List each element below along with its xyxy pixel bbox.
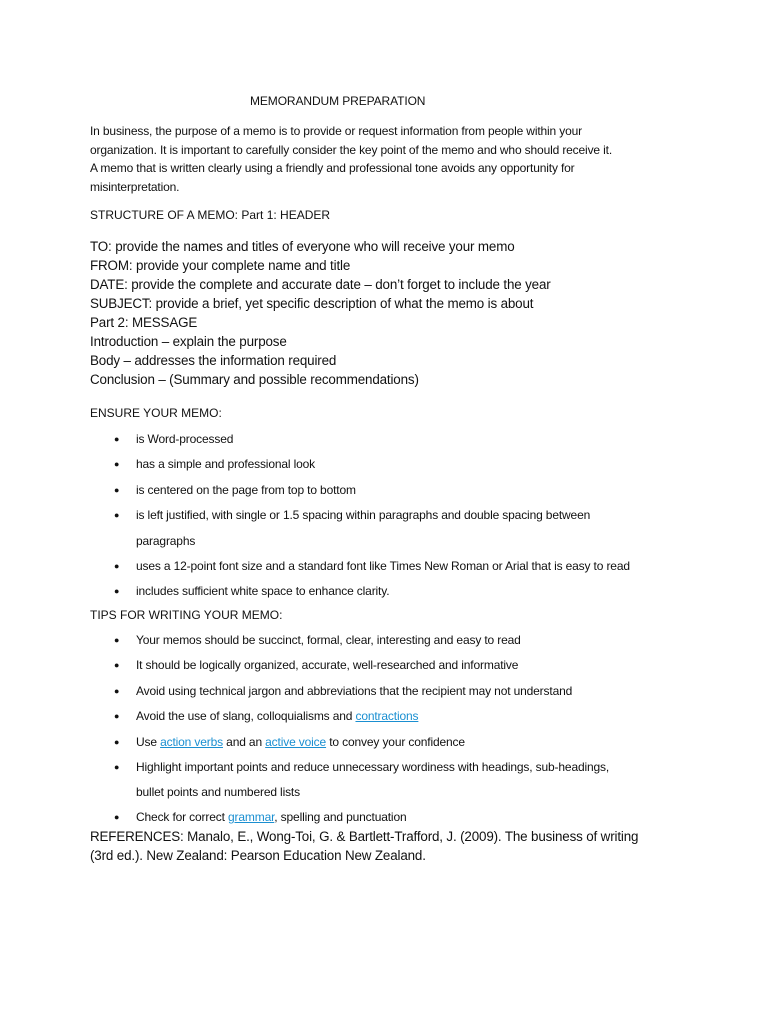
list-item-text: is Word-processed [136, 432, 234, 446]
list-item-text: Avoid using technical jargon and abbreviations that the recipient may not understand [136, 683, 573, 698]
bullet-icon: ● [114, 434, 120, 444]
header-line: DATE: provide the complete and accurate date – don’t forget to include the year [90, 277, 551, 292]
structure-heading [90, 208, 330, 222]
header-lines [90, 237, 690, 389]
tips-list [90, 628, 710, 828]
header-line: FROM: provide your complete name and title [90, 258, 351, 273]
header-line: TO: provide the names and titles of everyone who will receive your memo [90, 239, 515, 254]
intro-line: misinterpretation. [90, 179, 180, 194]
list-item [90, 427, 710, 452]
bullet-icon: ● [114, 736, 120, 747]
intro-line: organization. It is important to carefully consider the key point of the memo and who should receive it. [90, 142, 613, 157]
grammar-link[interactable]: grammar [228, 809, 275, 824]
list-item-text: uses a 12-point font size and a standard font like Times New Roman or Arial that is easy to read [136, 559, 630, 574]
list-item [90, 554, 710, 579]
list-item [90, 503, 710, 554]
bullet-icon: ● [114, 484, 120, 495]
bullet-icon: ● [114, 635, 120, 645]
list-item [90, 452, 710, 477]
list-item [90, 704, 710, 729]
list-item-text: It should be logically organized, accurate, well-researched and informative [136, 658, 519, 673]
active-voice-link[interactable]: active voice [265, 734, 327, 749]
list-item [90, 755, 710, 806]
list-item [90, 653, 710, 678]
list-item [90, 579, 710, 604]
list-item-text: Use [136, 734, 161, 749]
list-item-text: to convey your confidence [326, 734, 465, 749]
bullet-icon: ● [114, 685, 120, 696]
list-item-text: includes sufficient white space to enhance clarity. [136, 584, 390, 599]
intro-line: In business, the purpose of a memo is to provide or request information from people within your [90, 124, 583, 138]
intro-paragraph [90, 122, 680, 196]
intro-line: A memo that is written clearly using a friendly and professional tone avoids any opportunity for [90, 161, 575, 175]
list-item [90, 806, 710, 828]
document-title: MEMORANDUM PREPARATION [250, 94, 426, 108]
references [90, 827, 690, 865]
list-item-text: , spelling and punctuation [274, 809, 407, 824]
list-item [90, 628, 710, 653]
tips-heading: TIPS FOR WRITING YOUR MEMO: [90, 608, 283, 622]
bullet-icon: ● [114, 762, 120, 773]
list-item-text: Highlight important points and reduce unnecessary wordiness with headings, sub-headings, [136, 760, 610, 775]
bullet-icon: ● [114, 711, 120, 722]
list-item [90, 478, 710, 503]
list-item-text: Check for correct [136, 809, 228, 824]
header-line: SUBJECT: provide a brief, yet specific description of what the memo is about [90, 296, 534, 311]
references-line: REFERENCES: Manalo, E., Wong-Toi, G. & Bartlett-Trafford, J. (2009). The business of writing [90, 829, 639, 844]
ensure-heading: ENSURE YOUR MEMO: [90, 406, 222, 420]
header-line: Introduction – explain the purpose [90, 334, 287, 349]
list-item-text: Your memos should be succinct, formal, clear, interesting and easy to read [136, 633, 521, 647]
bullet-icon: ● [114, 811, 120, 822]
action-verbs-link[interactable]: action verbs [160, 734, 223, 749]
bullet-icon: ● [114, 586, 120, 597]
header-line: Part 2: MESSAGE [90, 315, 198, 330]
header-line: Body – addresses the information required [90, 353, 337, 368]
list-item-text: bullet points and numbered lists [136, 785, 300, 800]
list-item-text: Avoid the use of slang, colloquialisms and [136, 709, 356, 724]
list-item-text: and an [222, 734, 266, 749]
list-item [90, 679, 710, 704]
list-item-text: is left justified, with single or 1.5 spacing within paragraphs and double spacing between [136, 508, 591, 523]
header-line: Conclusion – (Summary and possible recommendations) [90, 372, 419, 387]
list-item-text: has a simple and professional look [136, 457, 316, 472]
bullet-icon: ● [114, 660, 120, 671]
bullet-icon: ● [114, 561, 120, 572]
list-item-text: paragraphs [136, 533, 196, 548]
structure-label: STRUCTURE OF A MEMO: [90, 208, 239, 222]
references-line: (3rd ed.). New Zealand: Pearson Education New Zealand. [90, 848, 426, 863]
list-item-text: is centered on the page from top to bottom [136, 482, 356, 497]
contractions-link[interactable]: contractions [355, 709, 419, 724]
structure-part: Part 1: HEADER [241, 208, 331, 222]
ensure-list [90, 427, 710, 605]
bullet-icon: ● [114, 459, 120, 470]
bullet-icon: ● [114, 510, 120, 521]
list-item [90, 730, 710, 755]
